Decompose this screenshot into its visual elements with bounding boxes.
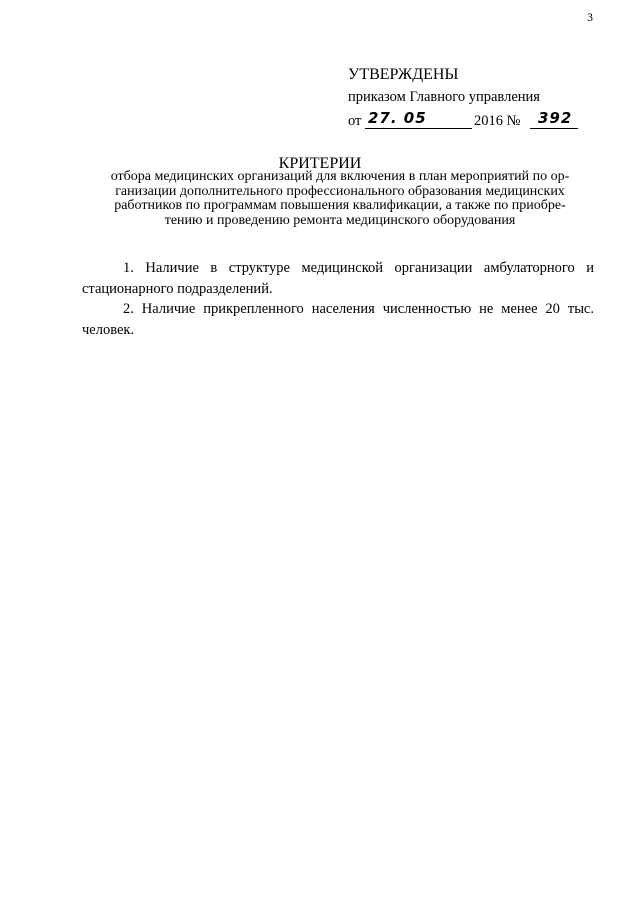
- document-subtitle: [80, 170, 600, 228]
- criteria-item: 2. Наличие прикрепленного населения численностью не менее 20 тыс. человек.: [82, 301, 594, 338]
- handwritten-order-number: 392: [538, 109, 573, 127]
- approval-title: УТВЕРЖДЕНЫ: [348, 66, 459, 83]
- approval-block: [348, 66, 608, 132]
- document-title: КРИТЕРИИ: [278, 155, 362, 172]
- page-number: 3: [587, 10, 593, 24]
- criteria-list: [82, 258, 594, 340]
- subtitle-line: отбора медицинских организаций для включения в план мероприятий по ор-: [110, 169, 570, 184]
- subtitle-line: ганизации дополнительного профессионального образования медицинских: [115, 183, 565, 199]
- year-and-number-label: 2016 №: [474, 113, 521, 129]
- approval-order-line: приказом Главного управления: [348, 89, 540, 105]
- approval-date-line: [348, 109, 608, 132]
- handwritten-date: 27. 05: [368, 109, 427, 127]
- subtitle-line: работников по программам повышения квалификации, а также по приобре-: [114, 198, 566, 213]
- date-prefix: от: [348, 113, 362, 129]
- criteria-item: 1. Наличие в структуре медицинской организации амбулаторного и стационарного подразделений.: [82, 260, 594, 297]
- subtitle-line: тению и проведению ремонта медицинского оборудования: [164, 212, 516, 228]
